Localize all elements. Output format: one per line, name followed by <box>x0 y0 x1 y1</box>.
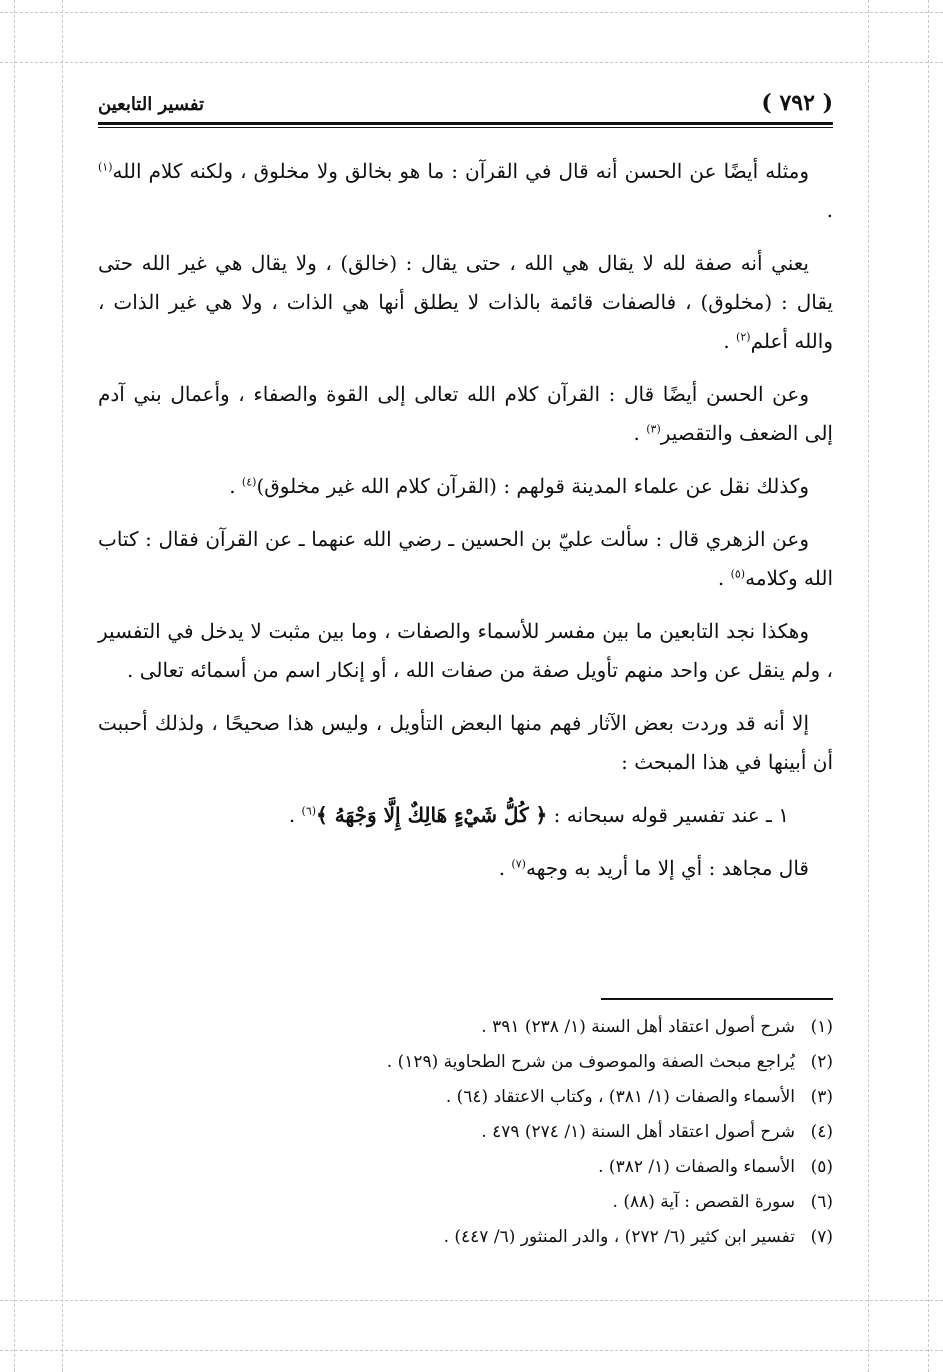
footnote-ref: (٢) <box>736 330 751 344</box>
book-page <box>98 88 833 1278</box>
header-rule <box>98 122 833 125</box>
footnote-ref: (٧) <box>511 857 526 871</box>
footnote-ref: (٥) <box>730 567 746 581</box>
frame-guide <box>14 0 15 1372</box>
footnote-ref: (١) <box>98 160 113 174</box>
footnote: (٧) تفسير ابن كثير (٦/ ٢٧٢) ، والدر المنثور (٦/ ٤٤٧) . <box>443 1227 833 1247</box>
header-rule-thin <box>98 127 833 128</box>
frame-guide <box>0 62 943 63</box>
footnote-ref: (٦) <box>301 804 317 818</box>
quran-verse: ﴿ كُلُّ شَيْءٍ هَالِكٌ إِلَّا وَجْهَهُ ﴾ <box>316 803 548 827</box>
footnote: (٤) شرح أصول اعتقاد أهل السنة (١/ ٢٧٤) ٤٧٩ . <box>481 1122 833 1142</box>
page-number: ( ٧٩٢ ) <box>761 90 833 116</box>
frame-guide <box>0 1350 943 1351</box>
paragraph: ومثله أيضًا عن الحسن أنه قال في القرآن : ما هو بخالق ولا مخلوق ، ولكنه كلام الله$^{(١)}$ . <box>98 159 833 222</box>
footnote: (٥) الأسماء والصفات (١/ ٣٨٢) . <box>598 1157 833 1177</box>
mujahid-quote: قال مجاهد : أي إلا ما أريد به وجهه$^{(٧)}$ . <box>498 856 809 880</box>
frame-guide <box>868 0 869 1372</box>
frame-guide <box>928 0 929 1372</box>
footnote: (٢) يُراجع مبحث الصفة والموصوف من شرح الطحاوية (١٢٩) . <box>386 1052 833 1072</box>
paragraph: وعن الحسن أيضًا قال : القرآن كلام الله تعالى إلى القوة والصفاء ، وأعمال بني آدم إلى الضعف والتقصير$^{(٣)}$ . <box>98 382 833 445</box>
footnote-ref: (٣) <box>646 422 661 436</box>
footnote: (١) شرح أصول اعتقاد أهل السنة (١/ ٢٣٨) ٣٩١ . <box>481 1017 833 1037</box>
footnote: (٦) سورة القصص : آية (٨٨) . <box>612 1192 833 1212</box>
main-text <box>98 152 833 902</box>
paragraph: وعن الزهري قال : سألت عليّ بن الحسين ـ رضي الله عنهما ـ عن القرآن فقال : كتاب الله وكلامه$^{(٥)}$ . <box>98 527 833 590</box>
frame-guide <box>62 0 63 1372</box>
frame-guide <box>0 12 943 13</box>
paragraph: وهكذا نجد التابعين ما بين مفسر للأسماء والصفات ، وما بين مثبت لا يدخل في التفسير ، ولم ينقل عن واحد منهم تأويل صفة من صفات الله ، أو إنكار اسم من أسمائه تعالى . <box>98 619 833 682</box>
footnote: (٣) الأسماء والصفات (١/ ٣٨١) ، وكتاب الاعتقاد (٦٤) . <box>445 1087 833 1107</box>
footnote-separator <box>601 998 833 1000</box>
page-header <box>98 88 833 122</box>
paragraph: وكذلك نقل عن علماء المدينة قولهم : (القرآن كلام الله غير مخلوق)$^{(٤)}$ . <box>229 474 809 498</box>
paragraph: إلا أنه قد وردت بعض الآثار فهم منها البعض التأويل ، وليس هذا صحيحًا ، ولذلك أحببت أن أبينها في هذا المبحث : <box>98 711 833 774</box>
footnotes <box>98 1010 833 1255</box>
running-title: تفسير التابعين <box>98 94 205 115</box>
footnote-ref: (٤) <box>241 475 257 489</box>
verse-item: ١ ـ عند تفسير قوله سبحانه : ﴿ كُلُّ شَيْءٍ هَالِكٌ إِلَّا وَجْهَهُ ﴾$^{(٦)}$ . <box>288 803 789 827</box>
paragraph: يعني أنه صفة لله لا يقال هي الله ، حتى يقال : (خالق) ، ولا يقال هي غير الله حتى يقال : (مخلوق) ، فالصفات قائمة بالذات لا يطلق أنها هي الذات ، ولا هي غير الذات ، والله أعلم$^{(٢)}$ . <box>98 251 833 353</box>
frame-guide <box>0 1300 943 1301</box>
